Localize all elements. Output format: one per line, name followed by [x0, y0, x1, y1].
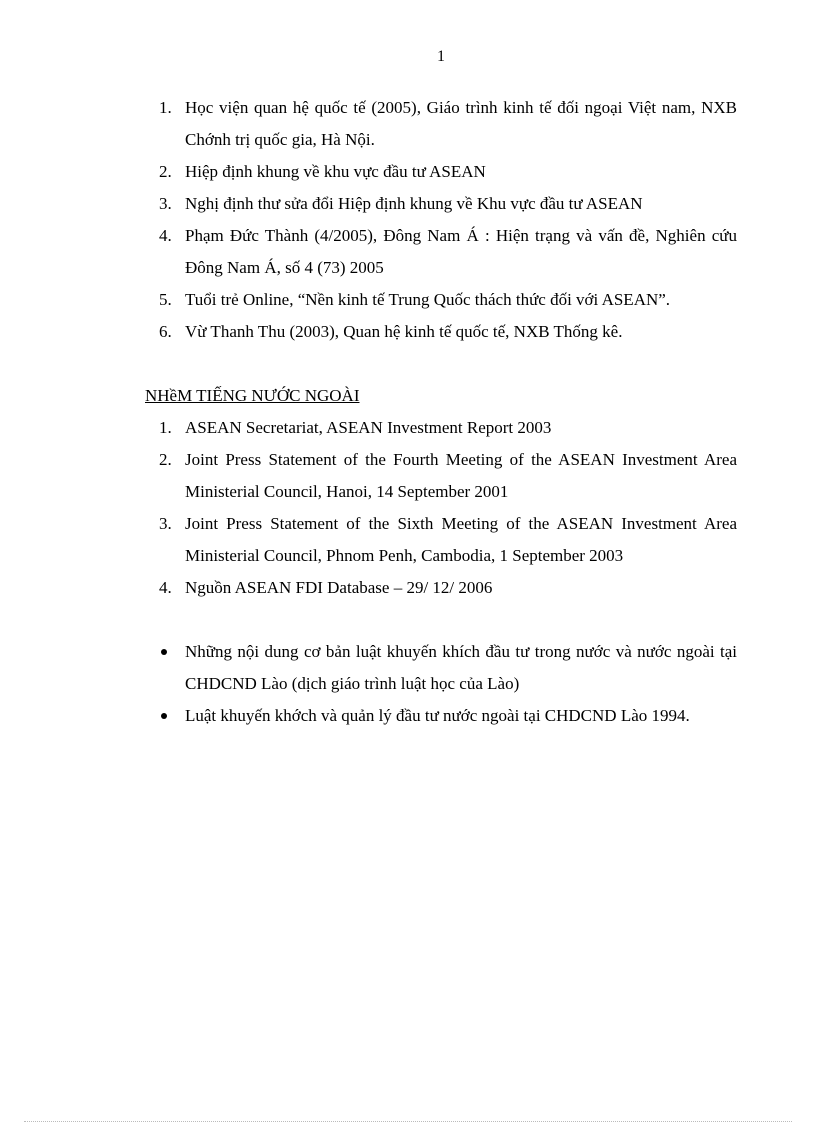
- reference-text: Phạm Đức Thành (4/2005), Đông Nam Á : Hiện trạng và vấn đề, Nghiên cứu Đông Nam Á, số 4 (73) 2005: [185, 226, 737, 277]
- list-number: 3.: [159, 514, 172, 533]
- foreign-language-section-heading: NHềM TIẾNG NƯỚC NGOÀI: [145, 386, 360, 405]
- bullet-reference-list: [145, 636, 737, 732]
- list-item: [145, 508, 737, 572]
- list-item: [145, 220, 737, 284]
- reference-text: Joint Press Statement of the Sixth Meeting of the ASEAN Investment Area Ministerial Council, Phnom Penh, Cambodia, 1 September 2003: [185, 514, 737, 565]
- list-number: 1.: [159, 98, 172, 117]
- list-number: 1.: [159, 418, 172, 437]
- list-item: [145, 188, 737, 220]
- reference-text: Nguồn ASEAN FDI Database – 29/ 12/ 2006: [185, 578, 493, 597]
- list-item: [145, 156, 737, 188]
- reference-text: Tuổi trẻ Online, “Nền kinh tế Trung Quốc thách thức đối với ASEAN”.: [185, 290, 671, 309]
- list-item: [145, 572, 737, 604]
- list-number: 4.: [159, 578, 172, 597]
- list-number: 2.: [159, 162, 172, 181]
- list-item: [145, 92, 737, 156]
- reference-text: Joint Press Statement of the Fourth Meeting of the ASEAN Investment Area Ministerial Council, Hanoi, 14 September 2001: [185, 450, 737, 501]
- list-item: [145, 636, 737, 700]
- document-body: [145, 92, 737, 732]
- list-item: [145, 412, 737, 444]
- list-number: 3.: [159, 194, 172, 213]
- list-item: [145, 316, 737, 348]
- list-number: 6.: [159, 322, 172, 341]
- list-number: 2.: [159, 450, 172, 469]
- reference-text: ASEAN Secretariat, ASEAN Investment Report 2003: [185, 418, 552, 437]
- list-item: [145, 284, 737, 316]
- page-bottom-divider: [24, 1121, 792, 1122]
- list-item: [145, 444, 737, 508]
- reference-text: Luật khuyến khớch và quản lý đầu tư nước ngoài tại CHDCND Lào 1994.: [185, 706, 690, 725]
- page-number: 1: [437, 48, 445, 65]
- vietnamese-reference-list: [145, 92, 737, 348]
- reference-text: Hiệp định khung về khu vực đầu tư ASEAN: [185, 162, 486, 181]
- reference-text: Học viện quan hệ quốc tế (2005), Giáo trình kinh tế đối ngoại Việt nam, NXB Chớnh trị quốc gia, Hà Nội.: [185, 98, 737, 149]
- reference-text: Những nội dung cơ bản luật khuyến khích đầu tư trong nước và nước ngoài tại CHDCND Lào (dịch giáo trình luật học của Lào): [185, 642, 737, 693]
- bullet-icon: [161, 649, 167, 655]
- bullet-icon: [161, 713, 167, 719]
- list-item: [145, 700, 737, 732]
- list-number: 5.: [159, 290, 172, 309]
- reference-text: Vừ Thanh Thu (2003), Quan hệ kinh tế quốc tế, NXB Thống kê.: [185, 322, 623, 341]
- foreign-reference-list: [145, 412, 737, 604]
- list-number: 4.: [159, 226, 172, 245]
- reference-text: Nghị định thư sửa đổi Hiệp định khung về Khu vực đầu tư ASEAN: [185, 194, 643, 213]
